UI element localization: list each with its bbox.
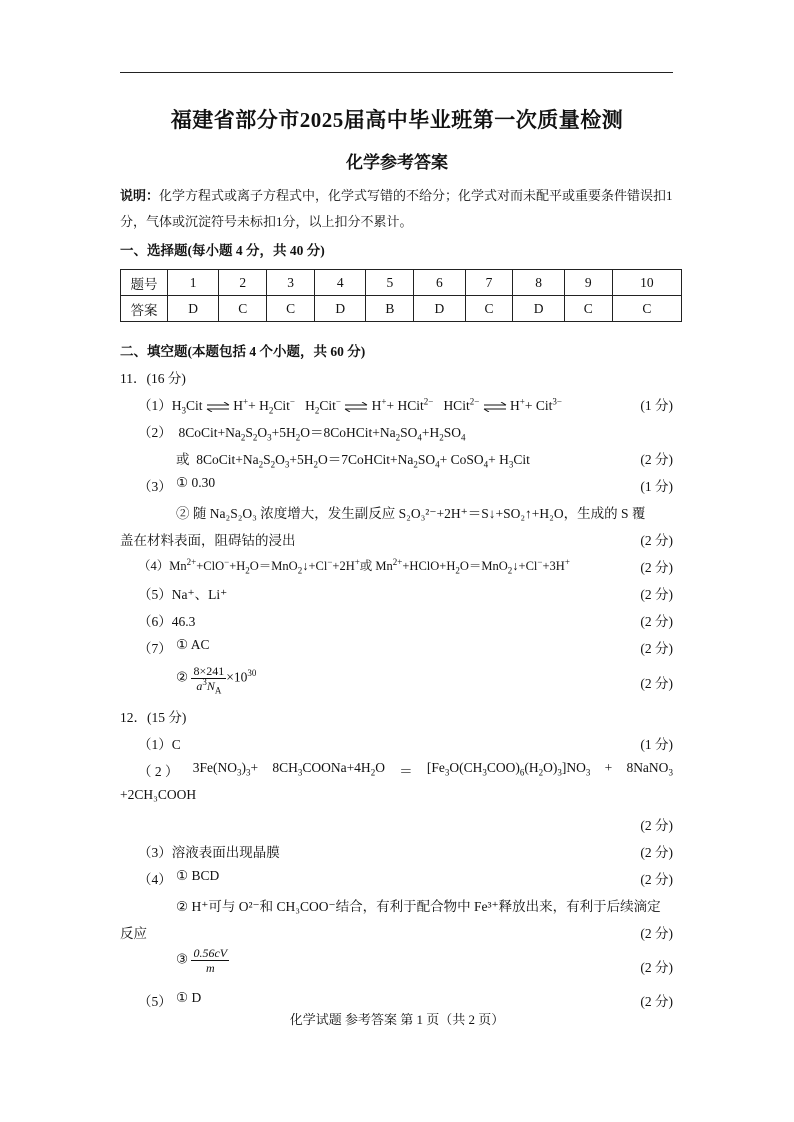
table-cell: C (267, 296, 315, 322)
table-cell: 3 (267, 270, 315, 296)
part-label: （7） (138, 641, 172, 656)
section-fill-heading: 二、填空题(本题包括 4 个小题，共 60 分) (120, 344, 366, 359)
table-cell: 6 (414, 270, 465, 296)
q11-part7-2 (120, 664, 673, 694)
table-cell: C (564, 296, 612, 322)
q12-part4-2 (120, 895, 673, 915)
answer: ① 0.30 (176, 475, 216, 490)
table-cell: D (315, 296, 366, 322)
part-label: （5） (138, 994, 172, 1009)
q12-part2-cont (120, 787, 673, 807)
q11-part2-alt (120, 448, 673, 468)
q12-part4-1 (120, 868, 673, 888)
equation: 或 $8CoCit+Na_2S_2O_3+5H_2O=7CoHCit+Na_2SO_4+$ CoSO$_4$+ $H_3Cit$ (176, 452, 530, 470)
q12-part5-1 (120, 990, 673, 1010)
score: (2 分) (640, 676, 673, 691)
score: (1 分) (640, 737, 673, 752)
table-cell: C (612, 296, 681, 322)
answer-formula: ② $\frac{8\times 241}{a^3N_A}$ $\times 10^{30}$ (176, 664, 257, 696)
answer-table (120, 269, 682, 322)
score: (2 分) (640, 845, 673, 860)
top-rule (120, 72, 673, 73)
table-row (121, 296, 682, 322)
answer: （3）溶液表面出现晶膜 (138, 845, 280, 860)
table-cell: 10 (612, 270, 681, 296)
instructions-note (120, 183, 673, 235)
section-choice-heading: 一、选择题(每小题 4 分，共 40 分) (120, 243, 325, 258)
answer: （6）46.3 (138, 614, 196, 629)
table-cell: 4 (315, 270, 366, 296)
answer: ② 随 Na₂S₂O₃ 浓度增大，发生副反应 S₂O₃²⁻+2H⁺＝S↓+SO₂↑+H₂O，生成的 S 覆 (176, 506, 646, 521)
q12-part2-score (120, 814, 673, 834)
q11-part3-1 (120, 475, 673, 495)
table-cell: D (513, 296, 564, 322)
score: (2 分) (640, 641, 673, 656)
table-cell: C (465, 296, 513, 322)
table-cell: D (168, 296, 219, 322)
page-title: 福建省部分市2025届高中毕业班第一次质量检测 (170, 108, 624, 132)
q12-part4-2-cont (120, 922, 673, 942)
part-label: （3） (138, 479, 172, 494)
q12-part4-3 (120, 946, 673, 980)
q11-part2 (120, 421, 673, 441)
q12-part3 (120, 841, 673, 861)
answer: 反应 (120, 926, 147, 941)
q11-heading: 11．(16 分) (120, 371, 186, 386)
page-subtitle: 化学参考答案 (346, 153, 448, 172)
equilibrium-arrow-icon (483, 402, 507, 412)
table-cell: C (219, 296, 267, 322)
score: (2 分) (640, 560, 673, 575)
equation: $(1)H_3Cit$ $H^++ H_2Cit^-$ $H_2Cit^-$ H++ HCit$^{2-}$ HCit$^{2-}$ H++ Cit$^{3-}$ (138, 396, 562, 416)
q11-part7-1 (120, 637, 673, 657)
table-cell: 1 (168, 270, 219, 296)
fraction: $\frac{8\times 241}{a^3N_A}$ (193, 664, 225, 696)
score: (2 分) (640, 452, 673, 467)
answer: ① D (176, 990, 202, 1005)
q11-part5 (120, 583, 673, 603)
answer-formula: ③ $\frac{0.56cV}{m}$ (176, 946, 228, 975)
note-label: 说明： (120, 188, 160, 203)
table-cell: 8 (513, 270, 564, 296)
equation: （2） $8CoCit+Na_2S_2O_3+5H_2O=8CoHCit+Na_2SO_4+H_2SO_4$ (138, 425, 466, 443)
q12-part1 (120, 733, 673, 753)
table-cell: 2 (219, 270, 267, 296)
table-cell: 5 (366, 270, 414, 296)
score: (2 分) (640, 960, 673, 975)
fraction: $\frac{0.56cV}{m}$ (193, 946, 228, 975)
equilibrium-arrow-icon (206, 402, 230, 412)
table-row-label: 题号 (121, 270, 168, 296)
answer: （1）C (138, 737, 181, 752)
equilibrium-arrow-icon (344, 402, 368, 412)
score: (1 分) (640, 479, 673, 494)
equation: （ 2 ） $3Fe(NO_3)_3+$ $8CH_3COONa+4H_2O$ ＝ $[Fe_3O(CH_3COO)_6(H_2O)_3]NO_3$ + 8NaNO$_3$ (138, 760, 673, 779)
score: (2 分) (640, 533, 673, 548)
q11-part3-2 (120, 502, 673, 522)
q12-heading: 12．(15 分) (120, 710, 187, 725)
q11-part1 (120, 394, 673, 414)
q12-part2 (120, 760, 673, 780)
page-footer: 化学试题 参考答案 第 1 页（共 2 页） (289, 1012, 505, 1027)
answer: ① AC (176, 637, 210, 652)
answer: 盖在材料表面，阻碍钴的浸出 (120, 533, 296, 548)
q11-part4 (120, 556, 673, 576)
table-cell: B (366, 296, 414, 322)
score: (2 分) (640, 926, 673, 941)
equation: +2CH₃COOH (120, 787, 197, 802)
score: (2 分) (640, 614, 673, 629)
table-cell: 9 (564, 270, 612, 296)
table-cell: 7 (465, 270, 513, 296)
note-text: 化学方程式或离子方程式中，化学式写错的不给分；化学式对而未配平或重要条件错误扣1分，气体或沉淀符号未标扣1分，以上扣分不累计。 (120, 188, 673, 229)
answer: （5）Na⁺、Li⁺ (138, 587, 228, 602)
table-row-label: 答案 (121, 296, 168, 322)
equation: $(4)Mn^{2+}+ClO^-+H_2O=MnO_2↓+Cl^-+2H^+$或 $Mn^{2+}+HClO+H_2O=MnO_2↓+Cl^-+3H^+$ (138, 556, 570, 576)
score: (2 分) (640, 587, 673, 602)
part-label: （4） (138, 872, 172, 887)
score: (1 分) (640, 398, 673, 413)
table-row (121, 270, 682, 296)
score: (2 分) (640, 872, 673, 887)
q11-part6 (120, 610, 673, 630)
score: (2 分) (640, 818, 673, 833)
answer: ② H⁺可与 O²⁻和 CH₃COO⁻结合，有利于配合物中 Fe³⁺释放出来，有利于后续滴定 (176, 899, 661, 914)
answer: ① BCD (176, 868, 220, 883)
table-cell: D (414, 296, 465, 322)
q11-part3-2-cont (120, 529, 673, 549)
score: (2 分) (640, 994, 673, 1009)
